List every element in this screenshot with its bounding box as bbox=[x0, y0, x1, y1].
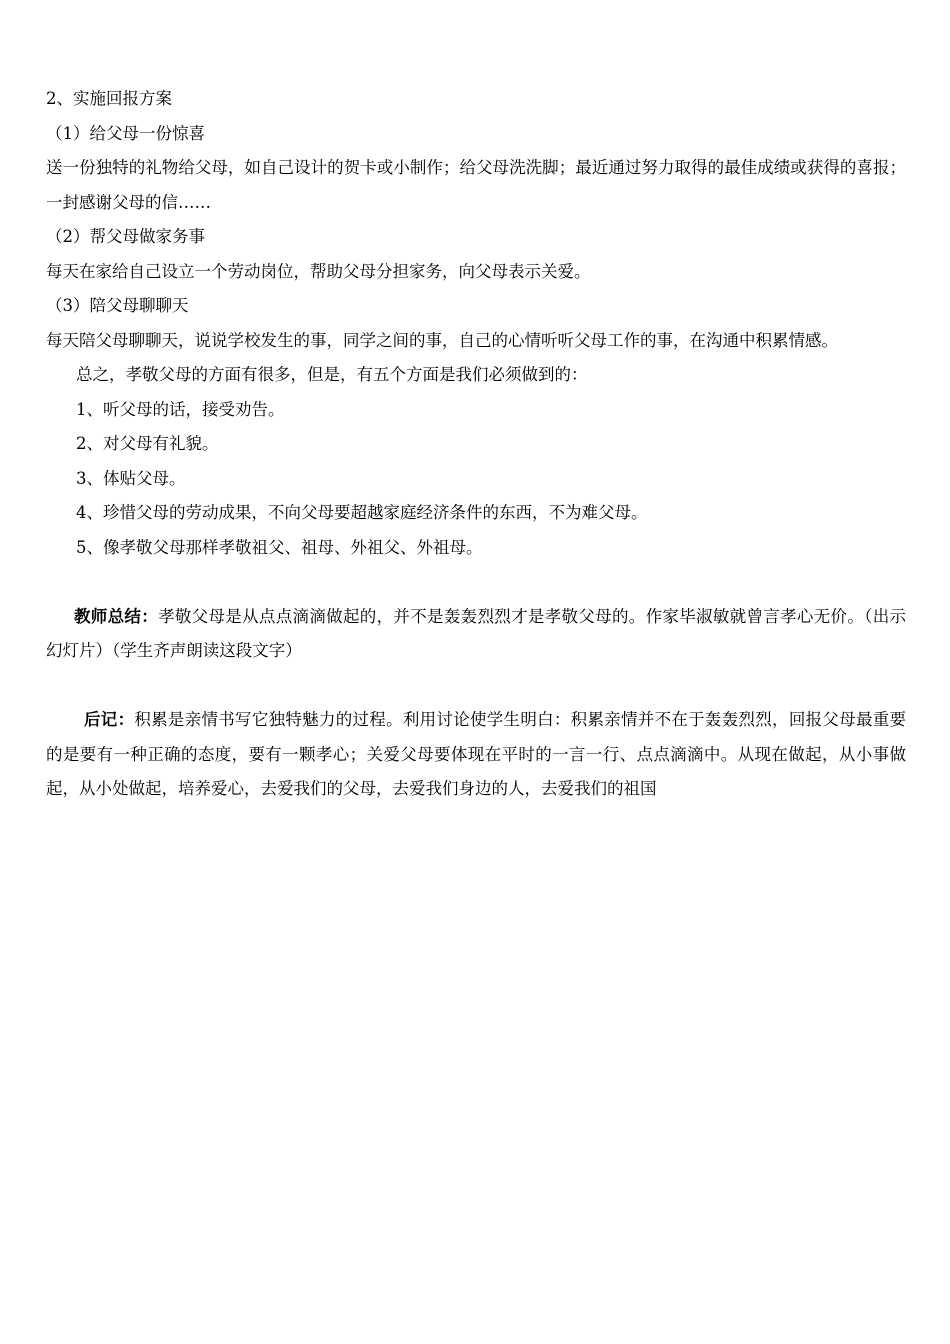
postscript bbox=[46, 703, 906, 807]
item-heading-2: （2）帮父母做家务事 bbox=[46, 227, 205, 246]
spacer bbox=[46, 565, 906, 600]
postscript-text: 积累是亲情书写它独特魅力的过程。利用讨论使学生明白：积累亲情并不在于轰轰烈烈，回报父母最重要的是要有一种正确的态度，要有一颗孝心；关爱父母要体现在平时的一言一行、点点滴滴中。从现在做起，从小事做起，从小处做起，培养爱心，去爱我们的父母，去爱我们身边的人，去爱我们的祖国 bbox=[46, 710, 906, 798]
item-heading-3: （3）陪父母聊聊天 bbox=[46, 296, 189, 315]
summary-point-5: 5、像孝敬父母那样孝敬祖父、祖母、外祖父、外祖母。 bbox=[76, 537, 483, 557]
item-body-3: 每天陪父母聊聊天，说说学校发生的事，同学之间的事，自己的心情听听父母工作的事，在沟通中积累情感。 bbox=[46, 330, 838, 350]
postscript-label: 后记： bbox=[84, 710, 135, 729]
item-body-2: 每天在家给自己设立一个劳动岗位，帮助父母分担家务，向父母表示关爱。 bbox=[46, 261, 591, 281]
teacher-summary bbox=[46, 600, 906, 669]
summary-intro: 总之，孝敬父母的方面有很多，但是，有五个方面是我们必须做到的： bbox=[76, 365, 588, 384]
section-title: 2、实施回报方案 bbox=[46, 89, 172, 108]
item-heading-1: （1）给父母一份惊喜 bbox=[46, 123, 205, 143]
teacher-summary-text: 孝敬父母是从点点滴滴做起的，并不是轰轰烈烈才是孝敬父母的。作家毕淑敏就曾言孝心无价。（出示幻灯片）（学生齐声朗读这段文字） bbox=[46, 606, 907, 660]
item-body-1: 送一份独特的礼物给父母，如自己设计的贺卡或小制作；给父母洗洗脚；最近通过努力取得的最佳成绩或获得的喜报；一封感谢父母的信…… bbox=[46, 158, 906, 212]
summary-point-2: 2、对父母有礼貌。 bbox=[76, 434, 219, 453]
summary-point-3: 3、体贴父母。 bbox=[76, 468, 186, 488]
summary-point-1: 1、听父母的话，接受劝告。 bbox=[76, 399, 285, 419]
summary-point-4: 4、珍惜父母的劳动成果，不向父母要超越家庭经济条件的东西，不为难父母。 bbox=[76, 503, 648, 522]
spacer bbox=[46, 669, 906, 704]
document-page bbox=[46, 82, 906, 807]
teacher-summary-label: 教师总结： bbox=[74, 606, 159, 626]
